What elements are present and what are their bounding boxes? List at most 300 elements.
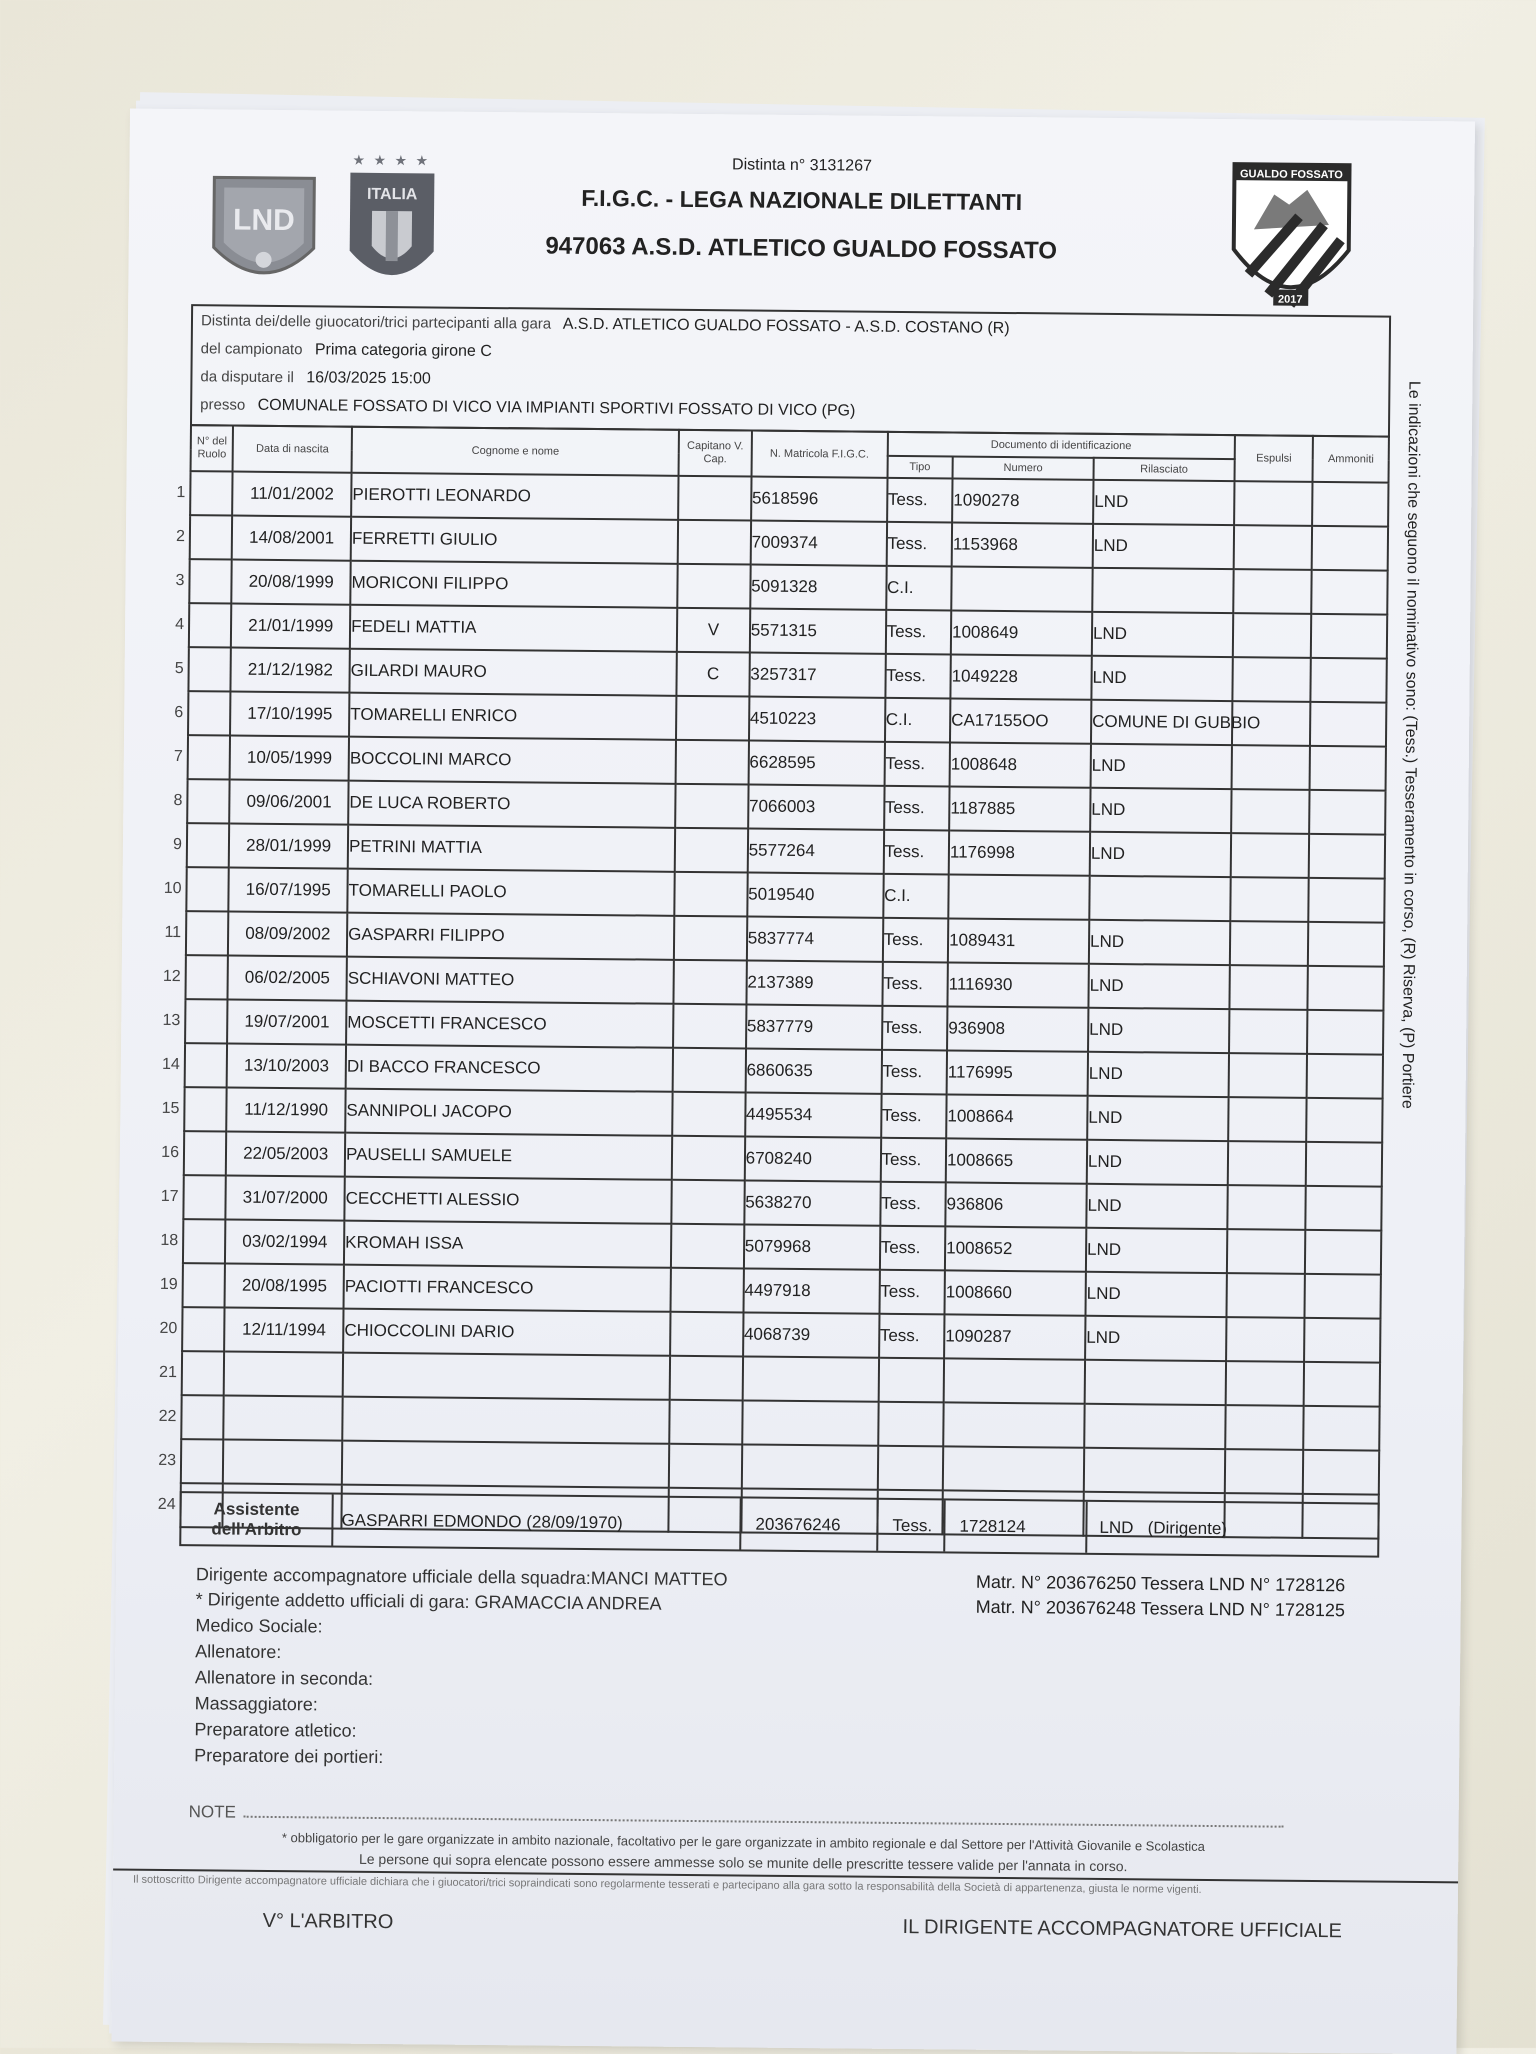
captain-cell: [673, 1048, 746, 1093]
captain-cell: [672, 1092, 745, 1137]
captain-cell: [676, 696, 749, 741]
birth-date-cell: 28/01/1999: [229, 824, 348, 869]
col-espulsi-header: Espulsi: [1234, 435, 1313, 482]
matricola-cell: 6708240: [744, 1136, 880, 1181]
booked-cell: [1304, 1318, 1380, 1363]
col-nascita-header: Data di nascita: [233, 426, 352, 473]
doc-number-cell: [943, 1446, 1084, 1491]
player-name-cell: PACIOTTI FRANCESCO: [344, 1265, 672, 1312]
captain-cell: [670, 1312, 743, 1357]
doc-number-cell: [944, 1358, 1085, 1403]
svg-text:LND: LND: [232, 203, 295, 238]
expelled-cell: [1229, 965, 1308, 1010]
doc-issuer-cell: LND: [1088, 1008, 1229, 1053]
captain-cell: [676, 740, 749, 785]
expelled-cell: [1233, 569, 1312, 614]
matricola-cell: 5837779: [746, 1005, 882, 1050]
ruolo-cell: [158, 1395, 224, 1439]
expelled-cell: [1234, 481, 1313, 526]
matricola-cell: 4497918: [743, 1268, 879, 1313]
distinta-number: Distinta n° 3131267: [732, 156, 872, 175]
player-name-cell: FERRETTI GIULIO: [351, 517, 679, 564]
doc-issuer-cell: LND: [1089, 920, 1230, 965]
ruolo-cell: [159, 1263, 226, 1307]
doc-type-cell: C.I.: [886, 566, 952, 611]
doc-issuer-cell: LND: [1085, 1316, 1226, 1361]
captain-cell: [678, 476, 751, 521]
booked-cell: [1304, 1406, 1380, 1451]
referee-assistant-row: [179, 1491, 1379, 1558]
ruolo-cell: [161, 1043, 228, 1087]
captain-cell: [670, 1356, 743, 1401]
matricola-cell: 6628595: [748, 741, 884, 786]
assistant-title-line1: Assistente: [213, 1498, 300, 1519]
svg-text:GUALDO FOSSATO: GUALDO FOSSATO: [1239, 168, 1343, 182]
ruolo-cell: [174, 691, 231, 735]
doc-issuer-cell: LND: [1093, 524, 1234, 569]
matricola-cell: 3257317: [749, 653, 885, 698]
row-number: 11: [164, 923, 182, 942]
matricola-cell: 5577264: [747, 829, 883, 874]
birth-date-cell: 06/02/2005: [228, 956, 347, 1001]
club-title: 947063 A.S.D. ATLETICO GUALDO FOSSATO: [545, 232, 1058, 265]
booked-cell: [1309, 834, 1385, 879]
doc-number-cell: 936806: [945, 1182, 1086, 1227]
doc-issuer-cell: LND: [1088, 1052, 1229, 1097]
matricola-cell: 5079968: [744, 1224, 880, 1269]
doc-issuer-cell: LND: [1090, 788, 1231, 833]
captain-cell: [671, 1268, 744, 1313]
birth-date-cell: 10/05/1999: [230, 736, 349, 781]
row-number: 4: [175, 616, 185, 634]
captain-cell: [678, 520, 751, 565]
player-name-cell: CHIOCCOLINI DARIO: [343, 1309, 671, 1356]
assistant-issuer: LND (Dirigente): [1099, 1517, 1228, 1538]
captain-cell: [674, 916, 747, 961]
player-name-cell: MORICONI FILIPPO: [350, 561, 678, 608]
doc-number-cell: 1153968: [952, 522, 1093, 567]
birth-date-cell: 03/02/1994: [225, 1220, 344, 1265]
doc-type-cell: Tess.: [882, 1006, 948, 1051]
ruolo-cell: [175, 559, 232, 603]
matricola-cell: 5091328: [750, 565, 886, 610]
expelled-cell: [1228, 1141, 1307, 1186]
doc-type-cell: Tess.: [881, 1050, 947, 1095]
doc-number-cell: 1008665: [946, 1138, 1087, 1183]
svg-text:★: ★: [373, 152, 387, 170]
assistant-doc-number: 1728124: [947, 1500, 1087, 1552]
row-number: 7: [173, 747, 183, 766]
date-line: [200, 368, 431, 388]
ruolo-cell: [160, 1175, 226, 1219]
doc-type-cell: C.I.: [885, 698, 951, 743]
player-name-cell: KROMAH ISSA: [344, 1221, 672, 1268]
col-capitano-header: Capitano V. Cap.: [679, 430, 752, 477]
notes-dots: [244, 1802, 1284, 1828]
player-name-cell: GASPARRI FILIPPO: [347, 913, 675, 960]
doc-issuer-cell: LND: [1087, 1096, 1228, 1141]
row-number: 6: [174, 703, 184, 722]
doc-type-cell: Tess.: [886, 522, 952, 567]
expelled-cell: [1232, 701, 1311, 746]
birth-date-cell: [224, 1352, 343, 1397]
staff-preparatore-portieri: Preparatore dei portieri:: [194, 1745, 384, 1768]
doc-type-cell: Tess.: [882, 962, 948, 1007]
ruolo-cell: [162, 955, 228, 999]
player-name-cell: [342, 1397, 670, 1444]
birth-date-cell: 11/12/1990: [226, 1088, 345, 1133]
row-number: 3: [175, 572, 185, 590]
doc-number-cell: 1008660: [945, 1270, 1086, 1315]
staff-medico: Medico Sociale:: [195, 1615, 323, 1637]
doc-type-cell: Tess.: [879, 1270, 945, 1315]
side-legend-note: Le indicazioni che seguono il nominativo sono: (Tess.) Tesseramento in corso, (R) Riserva, (P) Portiere: [1398, 380, 1423, 1109]
player-name-cell: [342, 1441, 670, 1488]
matricola-cell: 6860635: [745, 1048, 881, 1093]
championship-value: Prima categoria girone C: [314, 341, 492, 361]
player-name-cell: PIEROTTI LEONARDO: [351, 473, 679, 520]
booked-cell: [1304, 1362, 1380, 1407]
doc-issuer-cell: LND: [1086, 1228, 1227, 1273]
booked-cell: [1305, 1230, 1381, 1275]
birth-date-cell: 17/10/1995: [230, 692, 349, 737]
birth-date-cell: 12/11/1994: [224, 1308, 343, 1353]
doc-issuer-cell: LND: [1091, 656, 1232, 701]
match-teams: A.S.D. ATLETICO GUALDO FOSSATO - A.S.D. COSTANO (R): [562, 315, 1010, 337]
captain-cell: [673, 1004, 746, 1049]
expelled-cell: [1233, 613, 1312, 658]
doc-issuer-cell: COMUNE DI GUBBIO: [1091, 700, 1232, 745]
league-title: F.I.G.C. - LEGA NAZIONALE DILETTANTI: [581, 184, 1023, 216]
staff-allenatore: Allenatore:: [195, 1641, 282, 1663]
doc-issuer-cell: [1089, 876, 1230, 921]
birth-date-cell: 16/07/1995: [229, 868, 348, 913]
row-number: 17: [160, 1187, 179, 1206]
birth-date-cell: 19/07/2001: [227, 1000, 346, 1045]
expelled-cell: [1230, 921, 1309, 966]
doc-type-cell: Tess.: [883, 830, 949, 875]
birth-date-cell: 11/01/2002: [232, 472, 351, 517]
captain-cell: [672, 1180, 745, 1225]
birth-date-cell: 08/09/2002: [228, 912, 347, 957]
matricola-cell: [742, 1356, 878, 1401]
matricola-cell: 5638270: [744, 1180, 880, 1225]
booked-cell: [1307, 1010, 1383, 1055]
expelled-cell: [1229, 1009, 1308, 1054]
player-name-cell: DE LUCA ROBERTO: [348, 781, 676, 828]
ruolo-cell: [159, 1351, 225, 1395]
doc-issuer-cell: LND: [1087, 1140, 1228, 1185]
doc-type-cell: Tess.: [884, 742, 950, 787]
row-number: 12: [162, 967, 181, 986]
doc-number-cell: 1008652: [945, 1226, 1086, 1271]
ruolo-cell: [161, 1131, 227, 1175]
doc-type-cell: Tess.: [885, 610, 951, 655]
staff-massaggiatore: Massaggiatore:: [194, 1693, 318, 1715]
ruolo-cell: [173, 779, 230, 823]
matricola-cell: 5571315: [750, 609, 886, 654]
matricola-cell: 5618596: [751, 477, 887, 522]
doc-number-cell: CA17155OO: [950, 698, 1091, 743]
expelled-cell: [1228, 1097, 1307, 1142]
date-value: 16/03/2025 15:00: [306, 369, 431, 388]
match-sheet: [111, 109, 1474, 2054]
figc-italia-logo: [341, 151, 442, 302]
doc-number-cell: 1008664: [946, 1094, 1087, 1139]
ruolo-cell: [176, 471, 233, 515]
ruolo-cell: [160, 1219, 226, 1263]
player-name-cell: GILARDI MAURO: [349, 649, 677, 696]
doc-number-cell: 936908: [947, 1006, 1088, 1051]
captain-cell: [672, 1136, 745, 1181]
championship-label: del campionato: [200, 340, 303, 359]
doc-type-cell: [878, 1402, 944, 1447]
row-number: 24: [157, 1495, 176, 1514]
col-numero-header: Numero: [953, 456, 1094, 479]
expelled-cell: [1231, 789, 1310, 834]
ruolo-cell: [172, 823, 230, 867]
staff-addetto: * Dirigente addetto ufficiali di gara: GRAMACCIA ANDREA: [195, 1589, 662, 1614]
booked-cell: [1307, 1054, 1383, 1099]
player-name-cell: CECCHETTI ALESSIO: [344, 1177, 672, 1224]
doc-number-cell: [943, 1402, 1084, 1447]
player-name-cell: [343, 1353, 671, 1400]
staff-accompagnatore: Dirigente accompagnatore ufficiale della squadra:MANCI MATTEO: [195, 1564, 728, 1590]
ruolo-cell: [173, 735, 231, 779]
matricola-cell: 2137389: [746, 961, 882, 1006]
captain-cell: [671, 1224, 744, 1269]
ruolo-cell: [159, 1307, 225, 1351]
col-matricola-header: N. Matricola F.I.G.C.: [751, 431, 887, 478]
staff-matricola-2: Matr. N° 203676248 Tessera LND N° 1728125: [975, 1596, 1346, 1621]
row-number: 19: [159, 1275, 178, 1294]
doc-issuer-cell: [1084, 1448, 1225, 1493]
col-nome-header: Cognome e nome: [352, 427, 680, 476]
expelled-cell: [1228, 1053, 1307, 1098]
assistant-title-line2: dell'Arbitro: [211, 1518, 302, 1539]
booked-cell: [1309, 878, 1385, 923]
official-signature-label: IL DIRIGENTE ACCOMPAGNATORE UFFICIALE: [902, 1916, 1343, 1943]
row-number: 10: [163, 879, 182, 898]
svg-text:★: ★: [415, 153, 429, 170]
notes-line: [189, 1801, 1289, 1833]
doc-number-cell: 1176998: [949, 830, 1090, 875]
birth-date-cell: 09/06/2001: [229, 780, 348, 825]
player-name-cell: FEDELI MATTIA: [350, 605, 678, 652]
declaration-text: Il sottoscritto Dirigente accompagnatore ufficiale dichiara che i giuocatori/trici sopraindicati sono regolarmente tesserati e partecipano alla gara sotto la responsabilità della Società di appartenenza, giusta le norme vigenti.: [132, 1873, 1202, 1896]
captain-cell: [675, 828, 748, 873]
doc-issuer-cell: LND: [1088, 964, 1229, 1009]
doc-issuer-cell: LND: [1091, 744, 1232, 789]
expelled-cell: [1225, 1405, 1304, 1450]
expelled-cell: [1231, 745, 1310, 790]
birth-date-cell: 13/10/2003: [227, 1044, 346, 1089]
doc-number-cell: 1090278: [952, 478, 1093, 523]
staff-allenatore-seconda: Allenatore in seconda:: [194, 1667, 374, 1689]
expelled-cell: [1230, 877, 1309, 922]
player-name-cell: BOCCOLINI MARCO: [349, 737, 677, 784]
row-number: 2: [175, 528, 186, 546]
matricola-cell: 7066003: [748, 785, 884, 830]
doc-type-cell: C.I.: [883, 874, 949, 919]
staff-matricola-1: Matr. N° 203676250 Tessera LND N° 1728126: [975, 1571, 1346, 1596]
matricola-cell: 4068739: [743, 1312, 879, 1357]
birth-date-cell: 14/08/2001: [232, 516, 351, 561]
booked-cell: [1312, 570, 1388, 615]
staff-preparatore: Preparatore atletico:: [194, 1719, 357, 1741]
doc-number-cell: [951, 566, 1092, 611]
ruolo-cell: [164, 911, 229, 955]
row-number: 15: [161, 1099, 180, 1118]
col-documento-header: Documento di identificazione: [887, 432, 1235, 459]
booked-cell: [1313, 482, 1389, 527]
doc-type-cell: Tess.: [879, 1314, 945, 1359]
doc-number-cell: 1089431: [948, 918, 1089, 963]
venue-label: presso: [200, 396, 246, 414]
row-number: 5: [174, 660, 184, 678]
svg-text:★: ★: [394, 153, 408, 170]
doc-issuer-cell: LND: [1092, 612, 1233, 657]
doc-type-cell: Tess.: [887, 478, 953, 523]
doc-type-cell: Tess.: [882, 918, 948, 963]
doc-number-cell: 1116930: [947, 962, 1088, 1007]
player-name-cell: DI BACCO FRANCESCO: [346, 1045, 674, 1092]
expelled-cell: [1227, 1185, 1306, 1230]
captain-cell: [669, 1444, 742, 1489]
referee-signature-label: V° L'ARBITRO: [262, 1909, 394, 1934]
birth-date-cell: 31/07/2000: [226, 1176, 345, 1221]
booked-cell: [1310, 790, 1386, 835]
booked-cell: [1311, 614, 1387, 659]
svg-text:★: ★: [352, 152, 366, 169]
expelled-cell: [1226, 1361, 1305, 1406]
doc-type-cell: Tess.: [885, 654, 951, 699]
birth-date-cell: 20/08/1999: [232, 560, 351, 605]
ruolo-cell: [161, 1087, 227, 1131]
player-name-cell: TOMARELLI PAOLO: [347, 869, 675, 916]
booked-cell: [1306, 1142, 1382, 1187]
doc-type-cell: Tess.: [880, 1138, 946, 1183]
ruolo-cell: [163, 867, 229, 911]
captain-cell: [674, 960, 747, 1005]
birth-date-cell: 20/08/1995: [225, 1264, 344, 1309]
championship-line: [201, 340, 492, 361]
match-info-box: [190, 304, 1391, 438]
col-rilasciato-header: Rilasciato: [1093, 458, 1234, 481]
captain-cell: [677, 564, 750, 609]
doc-type-cell: Tess.: [881, 1094, 947, 1139]
doc-issuer-cell: LND: [1085, 1272, 1226, 1317]
booked-cell: [1308, 966, 1384, 1011]
assistant-title: [181, 1493, 333, 1545]
venue-line: [200, 396, 855, 420]
expelled-cell: [1226, 1273, 1305, 1318]
doc-issuer-cell: LND: [1090, 832, 1231, 877]
svg-text:2017: 2017: [1277, 293, 1303, 306]
doc-number-cell: 1187885: [949, 786, 1090, 831]
assistant-name: GASPARRI EDMONDO (28/09/1970): [333, 1495, 741, 1550]
doc-type-cell: [877, 1446, 943, 1491]
doc-type-cell: [878, 1358, 944, 1403]
date-label: da disputare il: [200, 368, 294, 387]
doc-issuer-cell: [1092, 568, 1233, 613]
matricola-cell: [742, 1400, 878, 1445]
col-ruolo-header: N° del Ruolo: [191, 425, 234, 471]
booked-cell: [1311, 658, 1387, 703]
booked-cell: [1312, 526, 1388, 571]
row-number: 23: [158, 1451, 177, 1470]
match-label: Distinta dei/delle giuocatori/trici partecipanti alla gara: [200, 312, 552, 333]
ruolo-cell: [162, 999, 228, 1043]
player-name-cell: SANNIPOLI JACOPO: [345, 1089, 673, 1136]
row-number: 21: [159, 1363, 177, 1382]
birth-date-cell: 21/01/1999: [231, 604, 350, 649]
doc-type-cell: Tess.: [880, 1226, 946, 1271]
booked-cell: [1308, 922, 1384, 967]
doc-issuer-cell: [1085, 1360, 1226, 1405]
svg-text:ITALIA: ITALIA: [366, 185, 418, 204]
ruolo-cell: [175, 515, 233, 559]
players-table: [157, 424, 1390, 1539]
booked-cell: [1305, 1274, 1381, 1319]
expelled-cell: [1225, 1449, 1304, 1494]
matricola-cell: [742, 1444, 878, 1489]
captain-cell: [675, 784, 748, 829]
expelled-cell: [1231, 833, 1310, 878]
booked-cell: [1303, 1450, 1379, 1495]
captain-cell: [675, 872, 748, 917]
expelled-cell: [1234, 525, 1313, 570]
match-line: [201, 312, 1010, 338]
col-ammoniti-header: Ammoniti: [1313, 436, 1389, 483]
player-name-cell: PETRINI MATTIA: [348, 825, 676, 872]
booked-cell: [1307, 1098, 1383, 1143]
birth-date-cell: [223, 1440, 342, 1485]
doc-issuer-cell: LND: [1093, 480, 1234, 525]
ruolo-cell: [175, 603, 232, 647]
captain-cell: V: [677, 608, 750, 653]
matricola-cell: 5837774: [747, 917, 883, 962]
booked-cell: [1310, 702, 1386, 747]
venue-value: COMUNALE FOSSATO DI VICO VIA IMPIANTI SPORTIVI FOSSATO DI VICO (PG): [257, 396, 856, 420]
captain-cell: C: [677, 652, 750, 697]
birth-date-cell: 22/05/2003: [226, 1132, 345, 1177]
col-tipo-header: Tipo: [887, 456, 953, 479]
row-number: 20: [159, 1319, 178, 1338]
doc-type-cell: Tess.: [884, 786, 950, 831]
row-number: 8: [173, 791, 183, 810]
matricola-cell: 4495534: [745, 1092, 881, 1137]
doc-number-cell: [948, 874, 1089, 919]
player-name-cell: PAUSELLI SAMUELE: [345, 1133, 673, 1180]
expelled-cell: [1226, 1317, 1305, 1362]
obbligatorio-note: * obbligatorio per le gare organizzate in ambito nazionale, facoltativo per le gare organizzate in ambito regionale e dal Settore per l'Attività Giovanile e Scolastica: [281, 1830, 1206, 1854]
doc-number-cell: 1008649: [951, 610, 1092, 655]
row-number: 13: [162, 1011, 181, 1030]
row-number: 16: [161, 1143, 180, 1162]
doc-number-cell: 1008648: [950, 742, 1091, 787]
assistant-matricola: 203676246: [743, 1498, 878, 1550]
birth-date-cell: 21/12/1982: [231, 648, 350, 693]
notes-label: NOTE: [188, 1802, 237, 1822]
doc-number-cell: 1049228: [950, 654, 1091, 699]
doc-issuer-cell: LND: [1086, 1184, 1227, 1229]
row-number: 18: [160, 1231, 179, 1250]
matricola-cell: 4510223: [749, 697, 885, 742]
ruolo-cell: [174, 647, 231, 691]
doc-number-cell: 1176995: [947, 1050, 1088, 1095]
row-number: 14: [161, 1055, 180, 1074]
